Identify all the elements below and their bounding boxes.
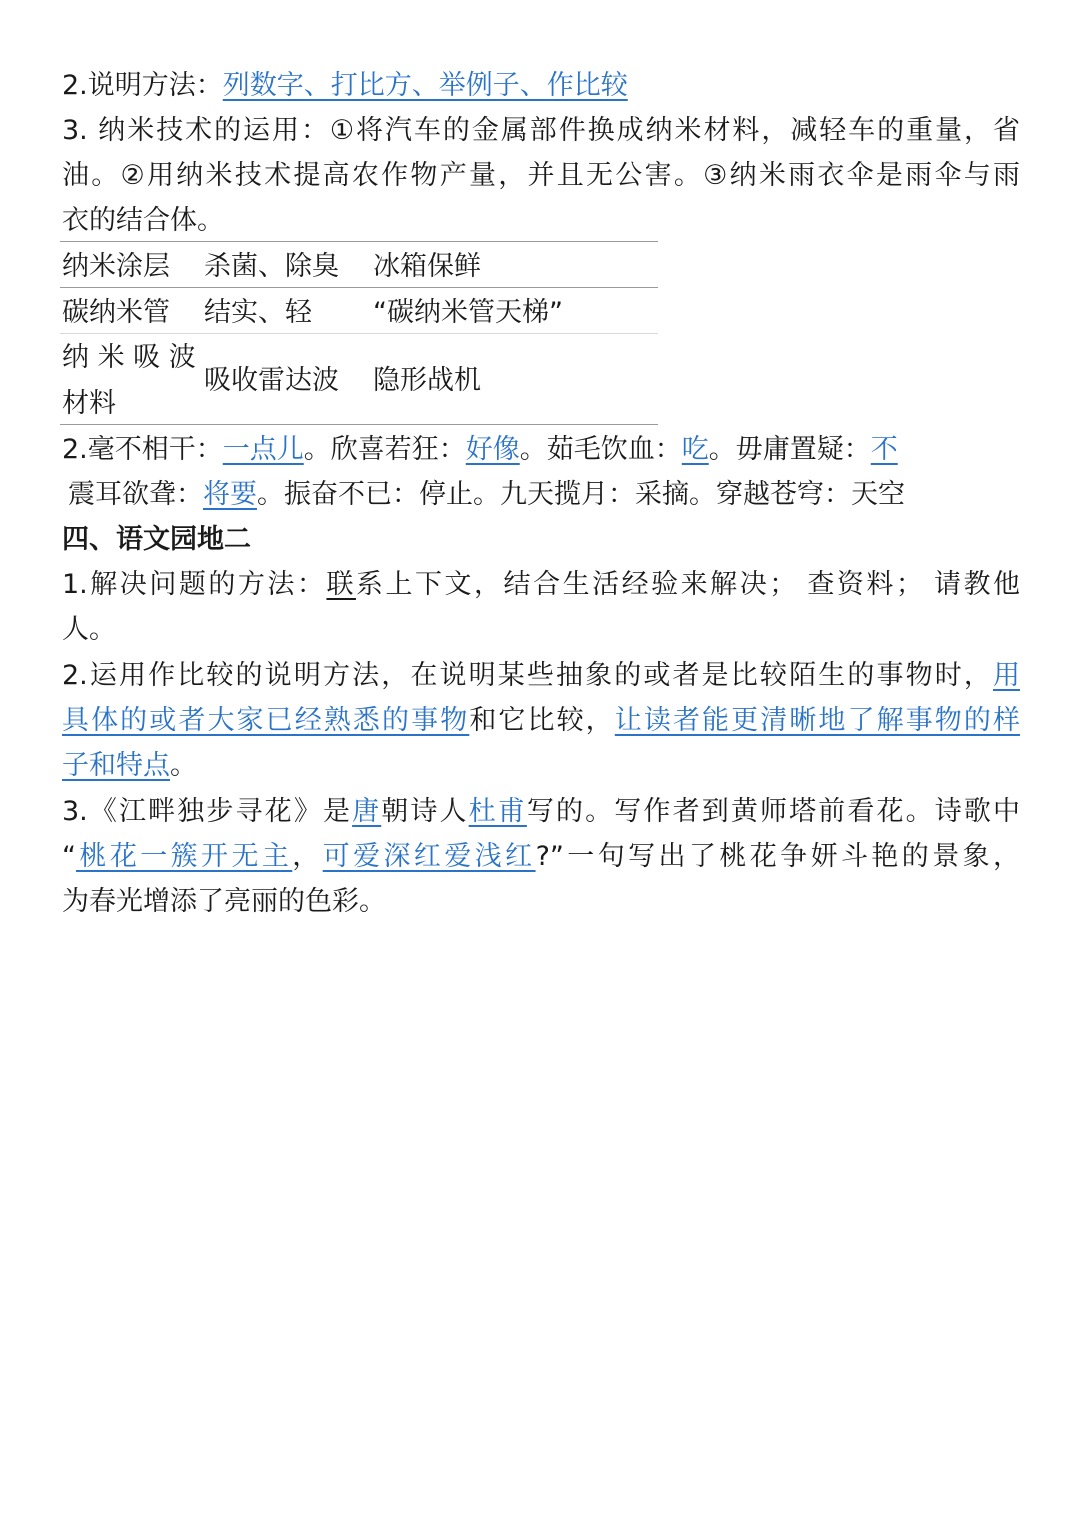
idiom-text: 震耳欲聋： xyxy=(68,479,203,510)
para-text: 3.《江畔独步寻花》是 xyxy=(62,796,353,827)
para-underlined: 联 xyxy=(326,569,356,600)
method-label: 2.说明方法： xyxy=(62,70,223,101)
idiom-answer: 一点儿 xyxy=(222,434,304,465)
para-answer: 桃花一簇开无主 xyxy=(76,841,293,872)
para-text: ?”一句写出了桃花争妍斗艳的景象， xyxy=(535,841,1021,872)
idiom-text: 。振奋不已：停止。九天揽月：采摘。穿越苍穹：天空 xyxy=(257,479,905,510)
para-answer: 可爱深红爱浅红 xyxy=(322,841,536,872)
table-cell-name: 纳米涂层 xyxy=(62,251,170,282)
para-text: “ xyxy=(62,841,76,872)
table-rule-bottom xyxy=(60,424,658,425)
section-heading: 四、语文园地二 xyxy=(62,524,251,555)
idiom-answer: 好像 xyxy=(465,434,520,465)
para-text: 和它比较， xyxy=(469,705,615,736)
para-answer: 具体的或者大家已经熟悉的事物 xyxy=(62,705,470,736)
para-text: 1.解决问题的方法： xyxy=(62,569,327,600)
para-text: 2.运用作比较的说明方法，在说明某些抽象的或者是比较陌生的事物时， xyxy=(62,660,993,691)
poem-line-1 xyxy=(62,794,1020,834)
table-cell-property: 吸收雷达波 xyxy=(204,365,339,396)
table-cell-property: 结实、轻 xyxy=(204,297,312,328)
idiom-text: 。毋庸置疑： xyxy=(708,434,871,465)
idiom-answer: 吃 xyxy=(681,434,709,465)
para-answer: 杜甫 xyxy=(468,796,527,827)
para-text: ， xyxy=(292,841,323,872)
comparison-line-3 xyxy=(62,748,197,788)
table-cell-use: “碳纳米管天梯” xyxy=(373,297,563,328)
method-line xyxy=(62,68,628,108)
table-cell-property: 杀菌、除臭 xyxy=(204,251,339,282)
nano-usage-line-2: 油。②用纳米技术提高农作物产量，并且无公害。③纳米雨衣伞是雨伞与雨 xyxy=(62,160,1020,191)
para-answer: 让读者能更清晰地了解事物的样 xyxy=(614,705,1020,736)
para-text: 朝诗人 xyxy=(381,796,469,827)
poem-line-3: 为春光增添了亮丽的色彩。 xyxy=(62,886,386,917)
problem-solving-line-1 xyxy=(62,567,1020,607)
poem-line-2 xyxy=(62,839,1020,879)
para-answer: 唐 xyxy=(352,796,382,827)
idiom-text: 2.毫不相干： xyxy=(62,434,223,465)
para-answer: 用 xyxy=(993,660,1020,691)
table-rule xyxy=(60,333,658,334)
para-text: 。 xyxy=(170,750,197,781)
nano-usage-line-3: 衣的结合体。 xyxy=(62,205,224,236)
problem-solving-line-2: 人。 xyxy=(62,614,116,645)
para-text: 系上下文，结合生活经验来解决； 查资料； 请教他 xyxy=(355,569,1021,600)
table-rule-top xyxy=(60,241,658,242)
table-cell-use: 冰箱保鲜 xyxy=(373,251,481,282)
method-answer: 列数字、打比方、举例子、作比较 xyxy=(222,70,628,101)
table-rule xyxy=(60,287,658,288)
table-cell-use: 隐形战机 xyxy=(373,365,481,396)
para-text: 写的。写作者到黄师塔前看花。诗歌中 xyxy=(526,796,1021,827)
idiom-text: 。欣喜若狂： xyxy=(303,434,466,465)
idiom-line-1 xyxy=(62,432,898,472)
idiom-answer: 不 xyxy=(870,434,898,465)
nano-usage-line-1: 3. 纳米技术的运用：①将汽车的金属部件换成纳米材料，减轻车的重量，省 xyxy=(62,115,1020,146)
idiom-answer: 将要 xyxy=(203,479,257,510)
table-cell-name: 纳 米 吸 波 xyxy=(62,342,196,373)
para-answer: 子和特点 xyxy=(62,750,170,781)
table-cell-name: 材料 xyxy=(62,388,116,419)
comparison-line-2 xyxy=(62,703,1020,743)
comparison-line-1 xyxy=(62,658,1020,698)
idiom-text: 。茹毛饮血： xyxy=(519,434,682,465)
table-cell-name: 碳纳米管 xyxy=(62,297,170,328)
idiom-line-2 xyxy=(68,477,905,517)
